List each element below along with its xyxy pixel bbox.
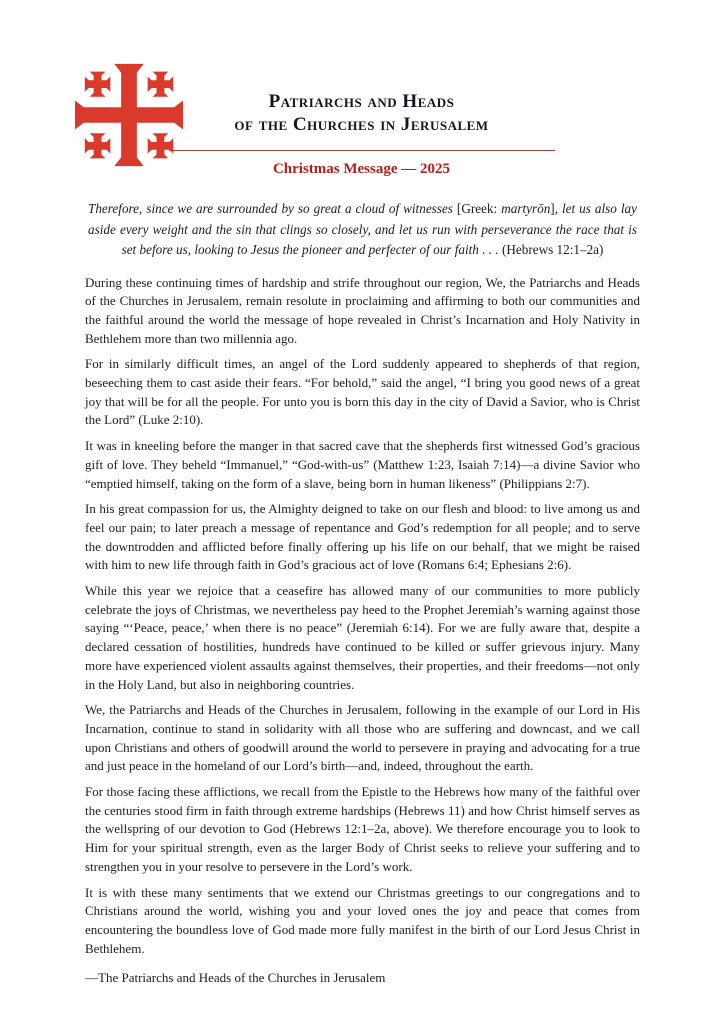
organization-title-line2: of the Churches in Jerusalem: [234, 114, 489, 135]
body-paragraph: We, the Patriarchs and Heads of the Churches in Jerusalem, following in the example of our Lord in His Incarnation, continue to stand in solidarity with all those who are suffering and downcast, and we call upon Christians and others of goodwill around the world to persevere in praying and advocating for a true and just peace in the homeland of our Lord’s birth—and, indeed, throughout the earth.: [85, 702, 640, 774]
body-paragraph: It is with these many sentiments that we extend our Christmas greetings to our congregations and to Christians around the world, wishing you and your loved ones the joy and peace that comes from encountering the boundless love of God made more fully manifest in the birth of our Lord Jesus Christ in Bethlehem.: [85, 884, 640, 956]
message-body: [0, 274, 723, 989]
body-paragraph: During these continuing times of hardship and strife throughout our region, We, the Patriarchs and Heads of the Churches in Jerusalem, remain resolute in proclaiming and affirming to both our communities and the faithful around the world the message of hope revealed in Christ’s Incarnation and Holy Nativity in Bethlehem more than two millennia ago.: [85, 274, 640, 346]
organization-title-line1: Patriarchs and Heads: [268, 91, 455, 112]
epigraph-text-continued: let us also lay aside every weight and the sin that clings so closely, and let us run with perseverance the race that is set before us, looking to Jesus the pioneer and perfecter of our faith . . .: [88, 201, 637, 257]
epigraph-greek-word: martyrōn: [501, 201, 551, 216]
epigraph-citation: (Hebrews 12:1–2a): [501, 242, 604, 257]
body-paragraph: In his great compassion for us, the Almighty deigned to take on our flesh and blood: to live among us and feel our pain; to later preach a message of repentance and God’s redemption for all people; and to serve the downtrodden and afflicted before finally offering up his life on our behalf, that we might be raised with him to new life through faith in God’s gracious act of love (Romans 6:4; Ephesians 2:6).: [85, 501, 640, 573]
body-paragraph: It was in kneeling before the manger in that sacred cave that the shepherds first witnessed God’s gracious gift of love. They beheld “Immanuel,” “God-with-us” (Matthew 1:23, Isaiah 7:14)—a divine Savior who “emptied himself, taking on the form of a slave, being born in human likeness” (Philippians 2:7).: [85, 438, 640, 491]
epigraph-text: Therefore, since we are surrounded by so great a cloud of witnesses: [88, 201, 457, 216]
signature: —The Patriarchs and Heads of the Churches in Jerusalem: [85, 970, 386, 986]
body-paragraph: While this year we rejoice that a ceasefire has allowed many of our communities to more publicly celebrate the joys of Christmas, we nevertheless pay heed to the Prophet Jeremiah’s warning against those saying “‘Peace, peace,’ when there is no peace” (Jeremiah 6:14). For we are fully aware that, despite a declared cessation of hostilities, hundreds have continued to be killed or suffer grievous injury. Many more have experienced violent assaults against themselves, their properties, and their freedoms—not only in the Holy Land, but also in neighboring countries.: [85, 583, 640, 692]
body-paragraph: For those facing these afflictions, we recall from the Epistle to the Hebrews how many of the faithful over the centuries stood firm in faith through extreme hardships (Hebrews 11) and how Christ himself serves as the wellspring of our devotion to God (Hebrews 12:1–2a, above). We therefore encourage you to look to Him for your spiritual strength, even as the larger Body of Christ seeks to relieve your suffering and to strengthen you in your resolve to persevere in the Lord’s work.: [85, 784, 640, 874]
body-paragraph: For in similarly difficult times, an angel of the Lord suddenly appeared to shepherds of that region, beseeching them to cast aside their fears. “For behold,” said the angel, “I bring you good news of a great joy that will be for all the people. For unto you is born this day in the city of David a Savior, who is Christ the Lord” (Luke 2:10).: [85, 356, 640, 428]
header-divider: [169, 150, 555, 151]
epigraph-bracket-close: ],: [550, 201, 562, 216]
jerusalem-cross-icon: [73, 62, 185, 168]
epigraph-bracket-open: [Greek:: [456, 201, 502, 216]
scripture-epigraph: [88, 199, 637, 261]
message-subtitle: Christmas Message — 2025: [272, 161, 451, 177]
